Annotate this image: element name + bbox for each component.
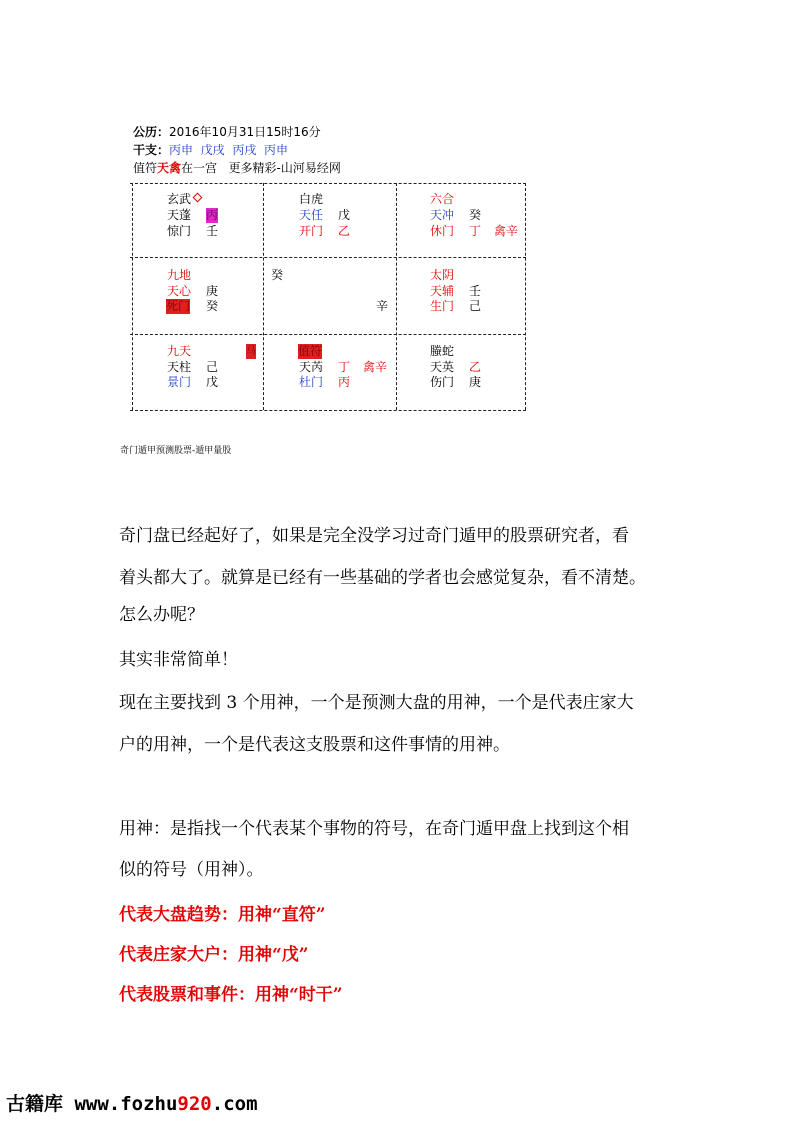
palace-door-stem: 癸 xyxy=(206,299,219,313)
palace-door: 惊门 xyxy=(167,224,192,238)
palace-extra: 禽辛 xyxy=(363,360,388,374)
paragraph-line: 似的符号（用神）。 xyxy=(119,860,264,880)
paragraph-line: 现在主要找到 3 个用神，一个是预测大盘的用神，一个是代表庄家大 xyxy=(119,693,634,713)
key-point-stock: 代表股票和事件：用神“时干” xyxy=(119,985,343,1005)
palace-god: 螣蛇 xyxy=(430,344,455,358)
figure-caption: 奇门遁甲预测股票-遁甲量股 xyxy=(120,446,232,456)
ganzhi-line xyxy=(133,141,288,159)
diamond-icon xyxy=(193,193,203,203)
palace-star-stem: 壬 xyxy=(469,284,482,298)
footer-site-c: .com xyxy=(211,1093,258,1115)
paragraph-line: 奇门盘已经起好了，如果是完全没学习过奇门遁甲的股票研究者，看 xyxy=(119,526,629,546)
grid-line-col2 xyxy=(396,183,397,410)
footer-site-b: 920 xyxy=(177,1093,212,1115)
palace-star: 天柱 xyxy=(167,360,192,374)
palace-star-stem: 戊 xyxy=(338,208,351,222)
paragraph-line: 其实非常简单！ xyxy=(119,650,238,670)
ganzhi-label: 干支： xyxy=(133,143,170,157)
palace-god: 太阴 xyxy=(430,268,455,282)
footer-brand: 古籍库 xyxy=(6,1093,64,1115)
center-bottom-stem: 辛 xyxy=(376,299,389,313)
palace-door: 杜门 xyxy=(299,375,324,389)
footer-watermark xyxy=(6,1089,258,1116)
palace-door: 死门 xyxy=(166,299,191,313)
grid-line-top xyxy=(130,183,526,184)
ganzhi-day: 丙戌 xyxy=(232,143,257,157)
palace-star: 天心 xyxy=(167,284,192,298)
horse-badge: 马 xyxy=(246,346,256,357)
palace-door: 休门 xyxy=(430,224,455,238)
palace-door-stem: 己 xyxy=(469,299,482,313)
zhifu-star: 天禽 xyxy=(157,161,182,175)
key-point-trend: 代表大盘趋势：用神“直符” xyxy=(119,905,326,925)
date-line xyxy=(133,123,321,141)
more-link-text: 更多精彩-山河易经网 xyxy=(228,161,341,175)
palace-god: 玄武 xyxy=(167,192,192,206)
palace-star-stem: 丁 xyxy=(338,360,351,374)
zhifu-prefix: 值符 xyxy=(133,161,158,175)
palace-god: 九天 xyxy=(167,344,192,358)
paragraph-line: 着头都大了。就算是已经有一些基础的学者也会感觉复杂，看不清楚。 xyxy=(119,568,646,588)
date-value: 2016年10月31日15时16分 xyxy=(169,125,321,139)
palace-door-stem: 丁 xyxy=(469,224,482,238)
palace-god: 九地 xyxy=(167,268,192,282)
grid-line-row1 xyxy=(130,257,526,258)
palace-star: 天芮 xyxy=(299,360,324,374)
grid-line-bottom xyxy=(130,410,526,411)
paragraph-line: 用神：是指找一个代表某个事物的符号，在奇门遁甲盘上找到这个相 xyxy=(119,819,629,839)
grid-line-right xyxy=(525,183,526,410)
palace-door-stem: 丙 xyxy=(338,375,351,389)
palace-star: 天冲 xyxy=(430,208,455,222)
palace-star-stem: 癸 xyxy=(469,208,482,222)
palace-star: 天英 xyxy=(430,360,455,374)
palace-star: 天蓬 xyxy=(167,208,192,222)
ganzhi-hour: 丙申 xyxy=(263,143,288,157)
palace-door-stem: 戊 xyxy=(206,375,219,389)
palace-door: 伤门 xyxy=(430,375,455,389)
palace-door: 生门 xyxy=(430,299,455,313)
palace-extra: 禽辛 xyxy=(494,224,519,238)
ganzhi-month: 戊戌 xyxy=(200,143,225,157)
palace-god: 值符 xyxy=(298,344,323,358)
paragraph-line: 怎么办呢？ xyxy=(119,605,204,625)
grid-line-col1 xyxy=(263,183,264,410)
palace-star-stem: 庚 xyxy=(206,284,219,298)
palace-star: 天辅 xyxy=(430,284,455,298)
palace-door: 开门 xyxy=(299,224,324,238)
footer-site-a: www.fozhu xyxy=(74,1093,178,1115)
palace-door-stem: 庚 xyxy=(469,375,482,389)
zhifu-line xyxy=(133,159,341,177)
palace-door: 景门 xyxy=(167,375,192,389)
paragraph-line: 户的用神，一个是代表这支股票和这件事情的用神。 xyxy=(119,735,510,755)
palace-door-stem: 乙 xyxy=(338,224,351,238)
grid-line-row2 xyxy=(130,334,526,335)
ganzhi-year: 丙申 xyxy=(169,143,194,157)
palace-god: 六合 xyxy=(430,192,455,206)
palace-star-stem: 己 xyxy=(206,360,219,374)
key-point-dealer: 代表庄家大户：用神“戊” xyxy=(119,945,309,965)
palace-star: 天任 xyxy=(299,208,324,222)
palace-star-stem: 丙 xyxy=(206,208,219,222)
date-label: 公历： xyxy=(133,125,170,139)
zhifu-suffix: 在一宫 xyxy=(181,161,218,175)
grid-line-left xyxy=(132,183,133,410)
palace-star-stem: 乙 xyxy=(469,360,482,374)
palace-door-stem: 壬 xyxy=(206,224,219,238)
center-top-stem: 癸 xyxy=(271,268,284,282)
palace-god: 白虎 xyxy=(299,192,324,206)
